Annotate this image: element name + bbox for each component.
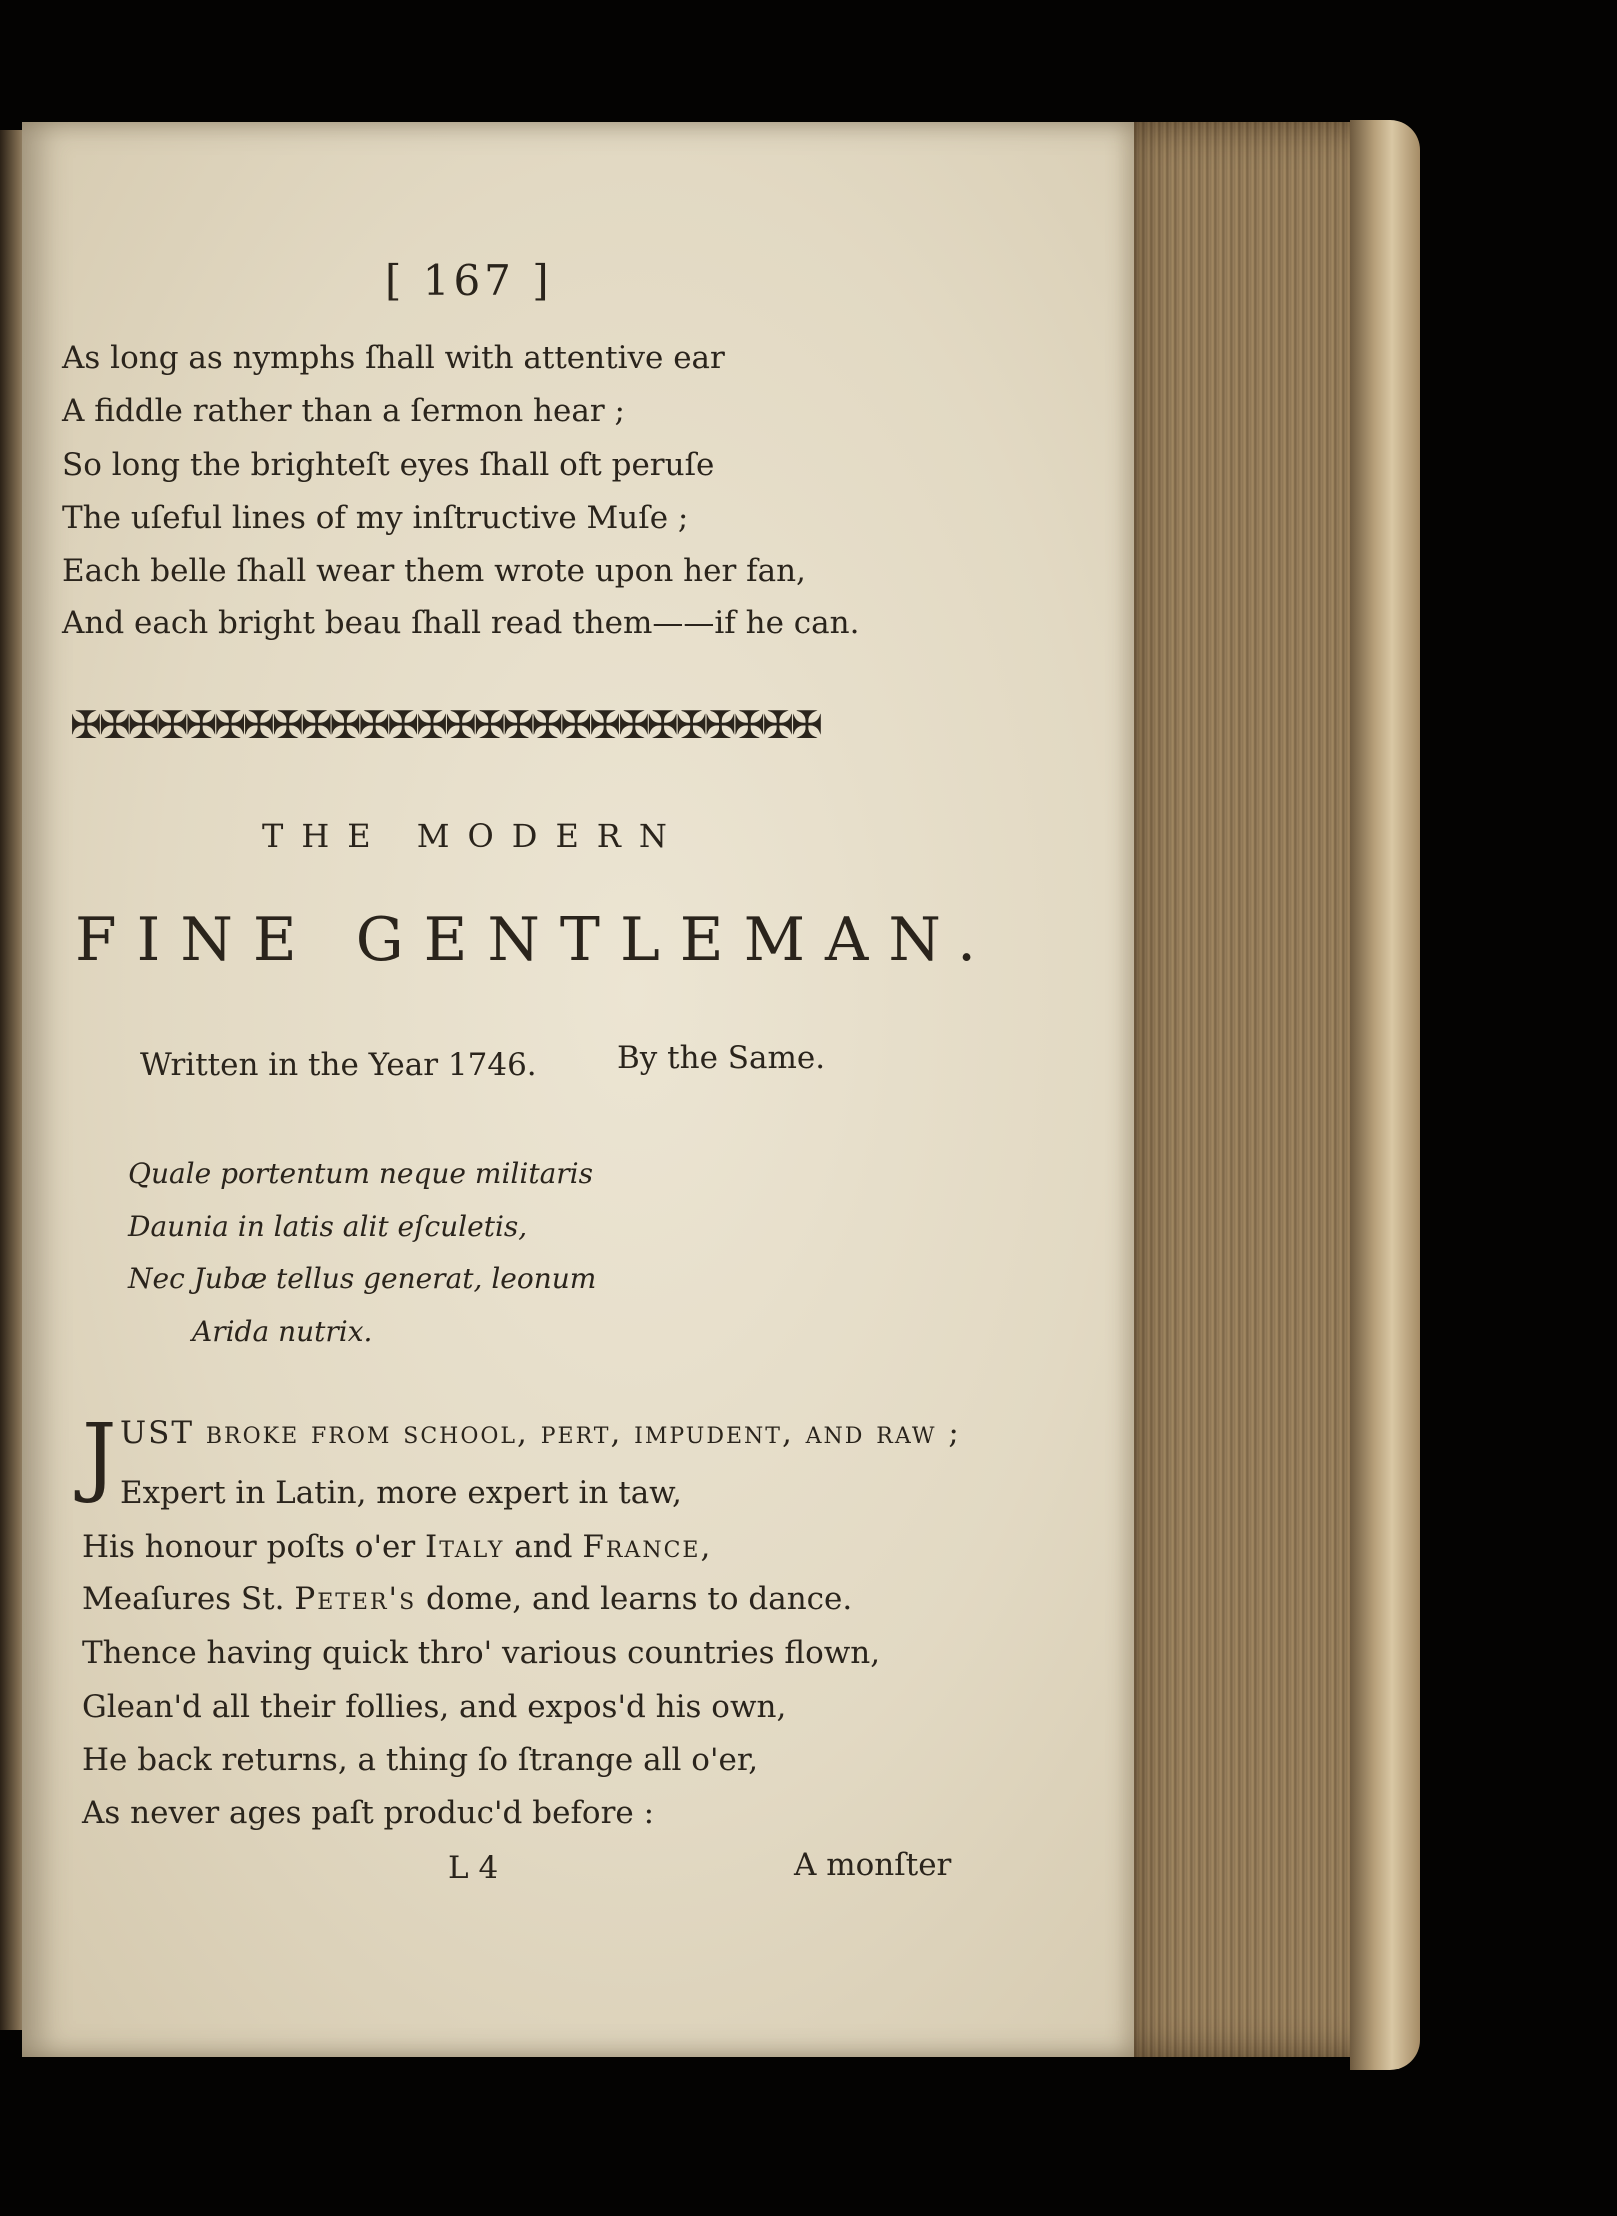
epigraph-line: Quale portentum neque militaris: [128, 1157, 593, 1190]
poem-line: Glean'd all their follies, and expos'd his own,: [82, 1689, 787, 1725]
page-number: [ 167 ]: [385, 256, 553, 305]
place-name-france: France,: [582, 1529, 713, 1565]
poem-line-3-start: His honour poſts o'er: [82, 1529, 426, 1565]
poem-line-1: UST broke from ſchool, pert, impudent, and raw ;: [120, 1415, 961, 1451]
poem-line: [82, 1581, 853, 1617]
catchword: A monſter: [794, 1847, 952, 1883]
byline-year: Written in the Year 1746.: [140, 1047, 537, 1083]
epigraph-line: Daunia in latis alit eſculetis,: [128, 1210, 528, 1243]
title-line-2: FINE GENTLEMAN.: [75, 905, 997, 975]
drop-cap: J: [82, 1406, 117, 1506]
poem-line: [82, 1529, 713, 1565]
person-name-peter: Peter's: [294, 1581, 417, 1617]
byline-author: By the Same.: [617, 1040, 826, 1076]
poem-line: Expert in Latin, more expert in taw,: [120, 1475, 682, 1511]
poem-line-4-end: dome, and learns to dance.: [416, 1581, 853, 1617]
verse-line: Each belle ſhall wear them wrote upon her fan,: [62, 553, 806, 589]
epigraph-line: Nec Jubæ tellus generat, leonum: [128, 1262, 597, 1295]
poem-line-3-mid: and: [504, 1529, 583, 1565]
poem-line: As never ages paſt produc'd before :: [82, 1795, 655, 1831]
decorative-ornament-border: ✠✠✠✠✠✠✠✠✠✠✠✠✠✠✠✠✠✠✠✠✠✠✠✠✠✠: [70, 703, 820, 747]
verse-line: As long as nymphs ſhall with attentive ear: [62, 340, 725, 376]
verse-line: So long the brighteſt eyes ſhall oft peruſe: [62, 447, 715, 483]
verse-line: The uſeful lines of my inſtructive Muſe ;: [62, 500, 689, 536]
verse-line: A fiddle rather than a ſermon hear ;: [62, 393, 625, 429]
book-binding-edge: [1350, 120, 1420, 2070]
poem-line: He back returns, a thing ſo ſtrange all o'er,: [82, 1742, 759, 1778]
epigraph-line: Arida nutrix.: [192, 1315, 373, 1348]
book-fore-edge: [1130, 122, 1380, 2057]
verse-line: And each bright beau ſhall read them——if he can.: [62, 605, 860, 641]
signature-mark: L 4: [448, 1850, 499, 1886]
title-line-1: THE MODERN: [262, 817, 685, 855]
poem-line-4-start: Meaſures St.: [82, 1581, 295, 1617]
place-name-italy: Italy: [425, 1529, 505, 1565]
poem-line: Thence having quick thro' various countries flown,: [82, 1635, 881, 1671]
poem-line: [120, 1415, 961, 1451]
